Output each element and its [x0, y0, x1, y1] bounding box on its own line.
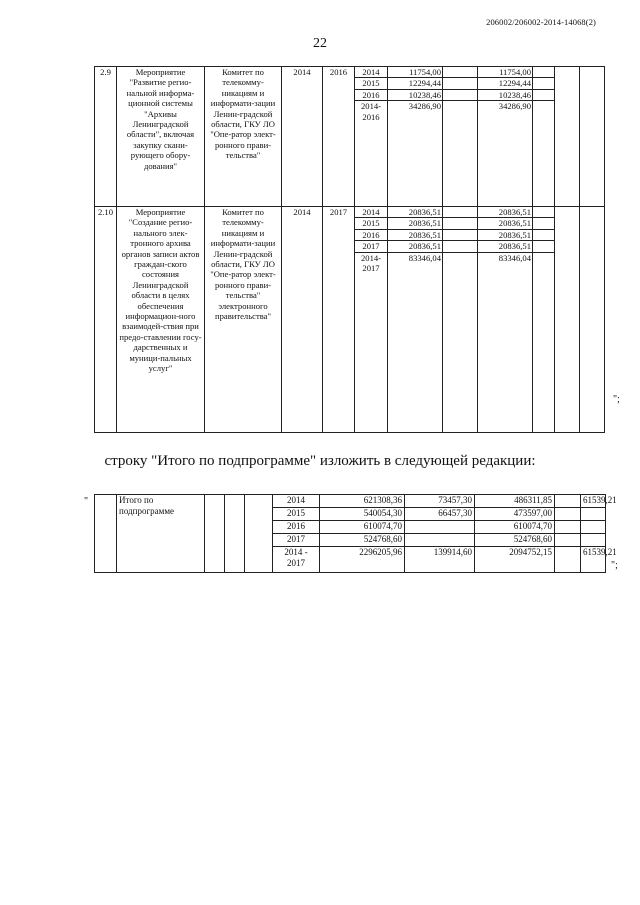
empty-cell	[205, 495, 225, 573]
value: 11754,00	[478, 67, 532, 78]
years-cell	[355, 207, 388, 433]
year: 2014 - 2017	[273, 547, 320, 573]
value: 20836,51	[388, 241, 442, 252]
year: 2015	[355, 78, 387, 89]
empty-cell	[555, 508, 581, 521]
value: 20836,51	[388, 207, 442, 218]
empty-cell	[580, 207, 605, 433]
table-row	[95, 495, 606, 508]
executor: Комитет по телекомму-никациям и информати-зации Ленин-градской области, ГКУ ЛО "Опе-ратор элект-ронного прави-тельства" электронного правительства"	[205, 207, 282, 433]
value: 10238,46	[388, 90, 442, 101]
regional-cell	[478, 67, 533, 207]
value: 11754,00	[388, 67, 442, 78]
regional-value: 486311,85	[475, 495, 555, 508]
closing-quote: ";	[613, 394, 620, 405]
empty-cell	[555, 67, 580, 207]
total-cell	[388, 67, 443, 207]
year: 2014	[273, 495, 320, 508]
value: 34286,90	[498, 101, 531, 112]
year: 2017	[273, 534, 320, 547]
document-id: 206002/206002-2014-14068(2)	[486, 17, 596, 27]
empty-cell	[555, 207, 580, 433]
regional-value: 610074,70	[475, 521, 555, 534]
federal-cell	[443, 207, 478, 433]
empty-cell	[555, 495, 581, 508]
measures-table	[94, 66, 605, 433]
total-value: 610074,70	[320, 521, 405, 534]
executor: Комитет по телекомму-никациям и информати-зации Ленин-градской области, ГКУ ЛО "Опе-ратор элект-ронного прави-тельства"	[205, 67, 282, 207]
row-number: 2.10	[95, 207, 117, 433]
total-value: 2296205,96	[320, 547, 405, 573]
federal-value: 66457,30	[405, 508, 475, 521]
table-row	[95, 207, 605, 433]
federal-value: 139914,60	[405, 547, 475, 573]
empty-cell	[555, 547, 581, 573]
value: 12294,44	[388, 78, 442, 89]
value: 20836,51	[478, 207, 532, 218]
value: 20836,51	[388, 230, 442, 241]
closing-quote: ";	[611, 560, 618, 571]
total-value: 540054,30	[320, 508, 405, 521]
value: 20836,51	[478, 241, 532, 252]
year: 2014-2016	[360, 101, 382, 122]
empty-cell	[245, 495, 273, 573]
table-row	[95, 67, 605, 207]
total-value: 524768,60	[320, 534, 405, 547]
value: 20836,51	[478, 218, 532, 229]
value: 20836,51	[478, 230, 532, 241]
total-value: 621308,36	[320, 495, 405, 508]
value: 12294,44	[478, 78, 532, 89]
year: 2014	[355, 67, 387, 78]
regional-value: 524768,60	[475, 534, 555, 547]
federal-value	[405, 521, 475, 534]
other-value: 61539,21	[581, 495, 606, 508]
value: 34286,90	[408, 101, 441, 112]
year: 2017	[355, 241, 387, 252]
empty-cell	[555, 521, 581, 534]
subprogram-total-table	[94, 494, 617, 573]
regional-value: 2094752,15	[475, 547, 555, 573]
federal-value: 73457,30	[405, 495, 475, 508]
year: 2016	[355, 230, 387, 241]
year: 2014	[355, 207, 387, 218]
opening-quote: "	[84, 496, 89, 507]
other-value	[581, 508, 606, 521]
end-year: 2016	[323, 67, 355, 207]
instruction-text: строку "Итого по подпрограмме" изложить в следующей редакции:	[104, 453, 536, 469]
page-number: 22	[313, 36, 327, 51]
year: 2016	[355, 90, 387, 101]
year: 2016	[273, 521, 320, 534]
empty-cell	[225, 495, 245, 573]
empty-cell	[555, 534, 581, 547]
measure-name: Мероприятие "Создание регио-нального элек-тронного архива органов записи актов граждан-ского состояния Ленинградской области в целях обеспечения информацион-ного взаимодей-ствия при предо-ставлении госу-дарственных и муници-пальных услуг"	[117, 207, 205, 433]
federal-cell	[443, 67, 478, 207]
year: 2015	[355, 218, 387, 229]
subprogram-label: Итого по подпрограмме	[117, 495, 205, 573]
regional-cell	[478, 207, 533, 433]
measure-name: Мероприятие "Развитие регио-нальной информа-ционной системы "Архивы Ленинградской области", включая закупку скани-рующего обору-дования"	[117, 67, 205, 207]
value: 83346,04	[498, 252, 531, 263]
start-year: 2014	[282, 67, 323, 207]
end-year: 2017	[323, 207, 355, 433]
other-value	[581, 521, 606, 534]
other-value: 61539,21	[581, 547, 606, 573]
row-number: 2.9	[95, 67, 117, 207]
year: 2014-2017	[360, 252, 382, 273]
empty-cell	[95, 495, 117, 573]
start-year: 2014	[282, 207, 323, 433]
total-cell	[388, 207, 443, 433]
regional-value: 473597,00	[475, 508, 555, 521]
empty-cell	[580, 67, 605, 207]
value: 10238,46	[478, 90, 532, 101]
other-value	[581, 534, 606, 547]
empty-cell	[533, 207, 555, 433]
years-cell	[355, 67, 388, 207]
value: 83346,04	[408, 252, 441, 263]
federal-value	[405, 534, 475, 547]
empty-cell	[533, 67, 555, 207]
year: 2015	[273, 508, 320, 521]
value: 20836,51	[388, 218, 442, 229]
